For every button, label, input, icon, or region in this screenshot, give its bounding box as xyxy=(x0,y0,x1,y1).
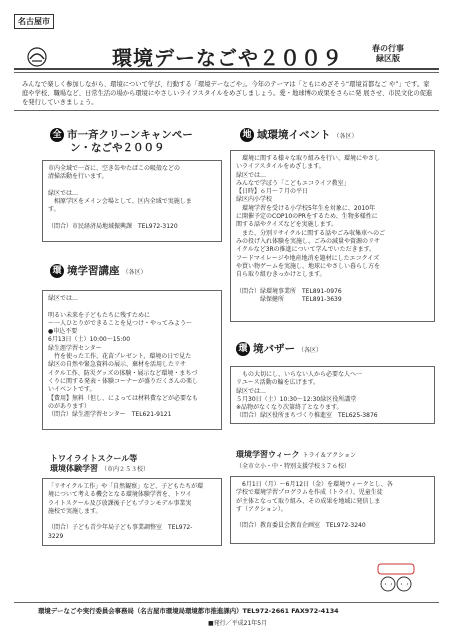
body-line: ライトスクール及び放課後子どもプランモデル事業実 xyxy=(48,499,192,507)
section-title: トワイライトスクール等 xyxy=(50,454,138,463)
city-logo-icon xyxy=(26,46,48,68)
body-line: 関する話やクイズなどを実施します。 xyxy=(236,221,338,229)
local-event-heading xyxy=(240,128,358,143)
section-title: ン・なごや２００９ xyxy=(70,142,165,154)
subtitle-line-1: 春の行事 xyxy=(372,44,404,53)
section-subhead: （全市立小・中・特別支援学校３７６校） xyxy=(236,463,351,470)
body-line: 緑区内小学校 xyxy=(236,196,273,204)
section-title: 環境体験学習 xyxy=(50,464,98,473)
area-label: （各区） xyxy=(333,133,358,140)
page-subtitle xyxy=(372,44,404,64)
section-body xyxy=(236,155,429,304)
body-line: いライフスタイルをめざします。 xyxy=(236,163,325,171)
body-line: す。 xyxy=(48,206,60,214)
city-badge: 名古屋市 xyxy=(14,14,54,29)
bazaar-heading xyxy=(236,342,322,357)
body-line xyxy=(48,182,216,190)
body-line: リユース活動の輪を広げます。 xyxy=(236,379,320,387)
body-line: （問合）子ども青少年局子ども事業調整室 TEL972- xyxy=(48,524,193,532)
bazaar-box xyxy=(230,366,435,424)
body-line: が主体となって取り組み、その成果を地域に発信しま xyxy=(236,497,381,505)
section-badge: 地 xyxy=(240,128,254,142)
body-line: 緑区では… xyxy=(236,387,267,395)
body-line: 施校で実施します。 xyxy=(48,507,102,515)
local-event-box xyxy=(230,150,435,322)
body-line: 自ら取り組むきっかけとします。 xyxy=(236,271,326,279)
divider xyxy=(14,602,439,603)
section-body xyxy=(48,165,216,231)
page-title: 環境デーなごや２００９ xyxy=(112,46,343,70)
body-line: に開催予定のCOP10のPRをするため、生物多様性に xyxy=(236,213,378,221)
body-line: ～一人ひとりができることを見つけ・やってみよう～ xyxy=(48,319,193,327)
footer-issue: ■発行／平成21年5月 xyxy=(208,620,268,627)
mascot-illustration-icon xyxy=(372,560,420,598)
area-label: （市内２５３校） xyxy=(101,466,150,473)
body-line: 環境学習を受ける小学校5年生を対象に、2010年 xyxy=(236,204,376,212)
body-line: イクル工作、防災グッズの体験・展示など環境・まちづ xyxy=(48,369,198,377)
body-line: 3229 xyxy=(48,532,64,540)
body-line: 緑生涯学習センター xyxy=(48,344,102,352)
body-line: イクルなど3Rの推進について学んでいただきます。 xyxy=(236,246,376,254)
body-line: 相原学区をメイン会場として、区内全域で実施しま xyxy=(48,198,192,206)
section-badge: 全 xyxy=(50,128,64,142)
subtitle-line-2: 緑区版 xyxy=(376,54,400,63)
area-label: （各区） xyxy=(122,269,147,276)
body-line: ※品物がなくなり次第終了となります。 xyxy=(236,404,343,412)
body-line: 市内全域で一斉に、空き缶やたばこの吸殻などの xyxy=(48,165,181,172)
section-body xyxy=(236,371,429,421)
clean-campaign-box xyxy=(42,160,222,242)
body-line: 境について考える機会となる環境体験学習を、トワイ xyxy=(48,491,192,499)
clean-campaign-heading xyxy=(50,128,193,155)
body-line: ５月30日（土）10:30～12:30緑区役所講堂 xyxy=(236,395,357,403)
section-title-sub: トライ＆アクション xyxy=(302,452,357,459)
body-line: のがあります） xyxy=(48,402,91,410)
body-line: 【費用】無料（但し、によっては材料費などが必要なも xyxy=(48,394,199,402)
body-line: 緑区の自然や緊急資料の展示、棄材を活用したリサ xyxy=(48,361,186,369)
learning-course-heading xyxy=(50,264,147,279)
body-line: 緑区では… xyxy=(48,295,79,302)
body-line: いイベントです。 xyxy=(48,386,96,394)
body-line: や買い物ゲームを実施し、地球にやさしい暮らし方を xyxy=(236,262,381,270)
body-line: 6月1日（月）～6月12日（金）を環境ウィークとし、各 xyxy=(236,481,393,488)
body-line: また、分別リサイクルに関する話やごみ収集車へのご xyxy=(236,229,386,237)
section-title: 境学習講座 xyxy=(67,265,120,277)
body-line xyxy=(48,215,216,223)
intro-text: みんなで楽しく参加しながら、環境について学び、行動する「環境デーなごや」。今年のテーマは「ともにめざそう“環境首都なご や”」です。家庭や学校、職場など、日常生活の場から環境にやさしいライフスタイルをめざしましょう。愛・地球博の成果をさらに発 展させ、市民文化の促進を発行していきましょう。 xyxy=(22,81,433,106)
divider xyxy=(14,110,439,111)
section-title: 市一斉クリーンキャンペー xyxy=(67,129,193,141)
week-box xyxy=(230,476,435,544)
learning-course-box xyxy=(42,290,222,430)
body-line: （問合）市民経済局地域振興課 TEL972-3120 xyxy=(48,223,178,231)
section-title: 域環境イベント xyxy=(257,129,331,141)
body-line: （問合）緑区役所まちづくり推進室 TEL625-3876 xyxy=(236,412,378,420)
body-line: みんなで学ぼう「こどもエコライフ教室」 xyxy=(236,179,350,187)
body-line: 6月13日（土）10:00～15:00 xyxy=(48,336,131,344)
week-heading xyxy=(236,450,356,472)
body-line: みの投げ入れ体験を実施し、ごみの減量や資源のリサ xyxy=(236,237,380,245)
divider xyxy=(14,68,439,70)
footer-org: 環境デーなごや実行委員会事務局（名古屋市環境局環境都市推進課内）TEL972-2661 FAX972-4134 xyxy=(38,607,339,615)
twilight-heading xyxy=(50,454,149,475)
body-line: 「リサイクル工作」や「自然観察」など、子どもたちが環 xyxy=(48,483,204,490)
body-line: くりに関する発表・体験コーナーが盛りだくさんの楽し xyxy=(48,377,199,385)
body-line: 竹を使った工作、花苗プレゼント、環境の日で見た xyxy=(48,353,192,361)
body-line: 緑保健所 TEL891-3639 xyxy=(236,296,342,304)
section-body xyxy=(48,483,216,541)
body-line: 学校で環境学習プログラムを作成（トライ）、児童生徒 xyxy=(236,489,383,497)
section-body xyxy=(48,295,216,419)
area-label: （各区） xyxy=(298,347,323,354)
section-title: 境バザー xyxy=(253,343,295,355)
section-badge: 環 xyxy=(236,342,250,356)
body-line: （問合）緑環境事業所 TEL891-0976 xyxy=(236,287,342,295)
body-line xyxy=(236,279,429,287)
body-line xyxy=(48,303,216,311)
body-line: ●申込不要 xyxy=(48,328,78,336)
section-body xyxy=(236,481,429,531)
body-line: 環境に関する様々な取り組みを行い、環境にやさし xyxy=(236,155,381,162)
body-line: もの大切にし、いらない人から必要な人へ一 xyxy=(236,371,363,378)
body-line: フードマイレージや地産地消を題材にしたエコクイズ xyxy=(236,254,380,262)
body-line: 緑区では… xyxy=(48,189,79,197)
twilight-box xyxy=(42,478,222,546)
body-line: 明るい未来を子どもたちに残すために xyxy=(48,311,151,319)
body-line: 【日時】６月～７月の平日 xyxy=(236,188,309,196)
section-title: 環境学習ウィーク xyxy=(236,450,300,459)
body-line: （問合）緑生涯学習センター TEL621-9121 xyxy=(48,411,172,419)
body-line: す（アクション）。 xyxy=(236,505,287,513)
body-line: 緑区では… xyxy=(236,171,267,179)
body-line: 清掃活動を行います。 xyxy=(48,173,108,181)
section-badge: 環 xyxy=(50,264,64,278)
body-line: （問合）教育委員会教育企画室 TEL972-3240 xyxy=(236,522,366,530)
divider xyxy=(14,72,439,73)
